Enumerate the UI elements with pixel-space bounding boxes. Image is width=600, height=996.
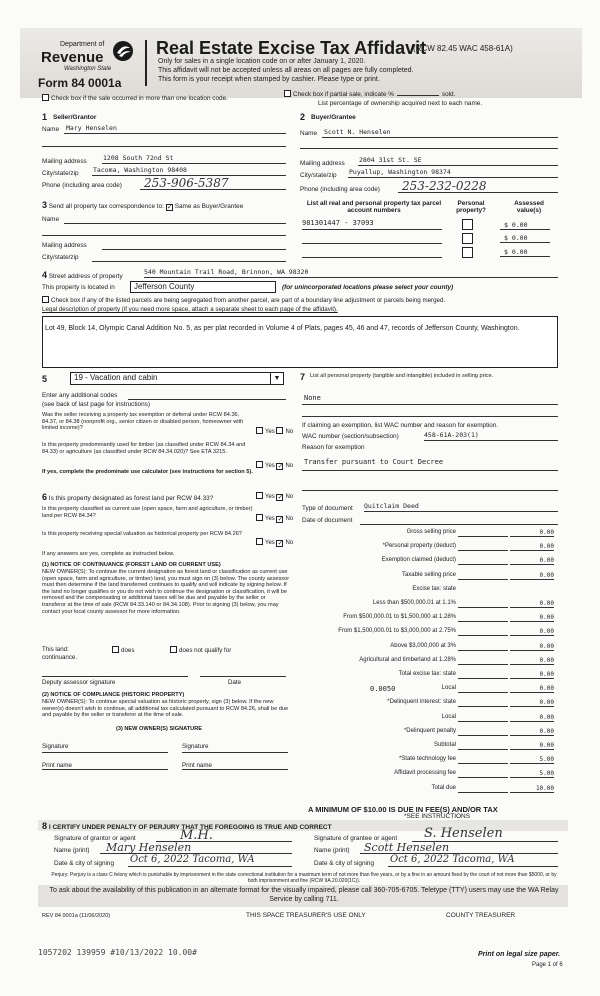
revenue-logo-text: Revenue <box>41 49 104 66</box>
legal-description-box[interactable] <box>42 316 558 368</box>
seller-mail-value: 1208 South 72nd St <box>103 154 174 162</box>
sec4-number: 4 <box>42 270 48 280</box>
assessed-col-header: Assessed value(s) <box>514 200 544 214</box>
buyer-name-label: Name <box>300 130 318 137</box>
personal-line-1 <box>302 404 558 405</box>
grantor-name-label: Name (print) <box>54 847 90 854</box>
fee-row <box>308 543 558 553</box>
addl-codes-label: Enter any additional codes <box>42 392 118 399</box>
page-number: Page 1 of 6 <box>532 962 563 968</box>
fee-label: Local <box>441 713 456 720</box>
parcel-row-1[interactable] <box>302 219 442 230</box>
sec7-number: 7 <box>300 372 306 382</box>
fee-label: From $1,500,000.01 to $3,000,000 at 2.75% <box>338 628 456 635</box>
assessed-value-2: $ 0.00 <box>504 234 528 242</box>
fee-label: Local <box>441 685 456 692</box>
alt-format-text: To ask about the availability of this publication in an alternate format for the visually impaired, please call 360-705-6705. Teletype (TTY) users may use the WA Relay Service by calling 711. <box>49 887 559 903</box>
fee-leader-line <box>458 763 508 764</box>
reason-label: Reason for exemption <box>302 444 365 451</box>
state-name: Washington State <box>64 66 112 72</box>
doc-type-field[interactable] <box>364 502 558 512</box>
fee-value[interactable]: 10.00 <box>510 785 554 793</box>
grantor-name-value: Mary Henselen <box>106 841 192 854</box>
fee-leader-line <box>458 550 508 551</box>
assessed-row-3[interactable] <box>500 248 550 257</box>
sec6-if-any: If any answers are yes, complete as instructed below. <box>42 551 175 557</box>
fee-leader-line <box>458 607 508 608</box>
buyer-name-line2 <box>300 148 558 149</box>
partial-sale-row[interactable] <box>284 90 455 98</box>
sec5-q1-answers[interactable] <box>256 427 293 435</box>
does-not-row[interactable] <box>170 646 231 654</box>
seller-name-line2 <box>42 146 286 147</box>
fee-row <box>308 742 558 752</box>
county-treasurer: COUNTY TREASURER <box>446 912 516 919</box>
fee-leader-line <box>458 777 508 778</box>
sec6-q3: Is this property receiving special valuation as historical property per RCW 84.26? <box>42 531 242 537</box>
fee-row <box>308 586 558 596</box>
sec6-q2-yes-label: Yes <box>265 516 275 522</box>
sec5-q1-yes-label: Yes <box>265 429 275 435</box>
personal-checkbox-1[interactable] <box>462 219 473 230</box>
partial-sale-label: Check box if partial sale, indicate % <box>293 91 394 98</box>
owner-print-label-2: Print name <box>182 762 212 769</box>
deputy-date-label: Date <box>228 679 242 686</box>
assessed-value-1: $ 0.00 <box>504 221 528 229</box>
seller-phone-field[interactable] <box>140 176 286 190</box>
wac-field[interactable] <box>424 431 558 441</box>
see-instructions: *SEE INSTRUCTIONS <box>404 813 471 820</box>
does-not-checkbox[interactable] <box>170 646 177 653</box>
sec5-q2: Is this property predominantly used for timber (as classified under RCW 84.34 and 84.33) or agriculture (as classified under RCW 84.34.020)? See ETA 3215. <box>42 442 246 455</box>
fee-value[interactable]: 0.00 <box>510 728 554 736</box>
assessed-row-2[interactable] <box>500 234 550 243</box>
fee-label: Total due <box>431 784 456 791</box>
seller-mail-label: Mailing address <box>42 158 87 165</box>
fee-leader-line <box>458 692 508 693</box>
owner-print-line-2[interactable] <box>182 769 288 770</box>
fee-value[interactable]: 0.00 <box>510 671 554 679</box>
fee-value[interactable]: 0.00 <box>510 543 554 551</box>
fee-label: *State technology fee <box>398 756 456 763</box>
fee-row <box>308 529 558 539</box>
header-line-2: This affidavit will not be accepted unless all areas on all pages are fully completed. <box>158 67 414 74</box>
does-row[interactable] <box>112 646 134 654</box>
personal-checkbox-2[interactable] <box>462 233 473 244</box>
partial-sold-label: sold. <box>441 91 456 98</box>
grantee-sig-label: Signature of grantee or agent <box>314 835 398 842</box>
reason-line-2 <box>302 490 558 491</box>
seller-phone-value: 253-906-5387 <box>144 176 229 190</box>
buyer-phone-field[interactable] <box>398 179 558 193</box>
fee-leader-line <box>458 706 508 707</box>
grantee-name-field[interactable] <box>360 841 558 854</box>
sec5-q2-no-label: No <box>285 463 294 469</box>
fee-row <box>308 699 558 709</box>
grantee-sig-value: S. Henselen <box>424 826 503 841</box>
personal-col-header: Personal property? <box>456 200 486 214</box>
doc-date-line[interactable] <box>360 524 558 525</box>
this-land-label: This land: <box>42 646 69 653</box>
sec6-q3-yes-label: Yes <box>265 540 275 546</box>
grantee-date-label: Date & city of signing <box>314 860 375 867</box>
does-not-label: does not qualify for <box>179 647 232 654</box>
grantor-name-field[interactable] <box>100 841 292 854</box>
seller-city-field[interactable] <box>92 166 286 176</box>
continuance-label: continuance. <box>42 654 78 661</box>
seller-name-label: Name <box>42 126 60 133</box>
fee-value[interactable]: 0.00 <box>510 557 554 565</box>
minimum-due: A MINIMUM OF $10.00 IS DUE IN FEE(S) AND/OR TAX <box>308 805 498 814</box>
buyer-name-field[interactable] <box>322 128 558 138</box>
grantee-name-value: Scott Henselen <box>364 841 450 854</box>
grantor-sig-field[interactable] <box>156 828 292 842</box>
grantee-name-label: Name (print) <box>314 847 350 854</box>
county-note: (for unincorporated locations please select your county) <box>282 284 454 291</box>
sec5-q2-yes-label: Yes <box>265 463 275 469</box>
multi-location-checkbox[interactable] <box>42 94 49 101</box>
legal-label: Legal description of property (if you need more space, attach a separate sheet to each page of the affidavit). <box>42 306 338 313</box>
sec5-q1-yes-checkbox[interactable] <box>256 427 263 434</box>
fee-value[interactable]: 0.00 <box>510 614 554 622</box>
seller-city-label: City/state/zip <box>42 170 79 177</box>
same-as-buyer-checkbox[interactable]: ✓ <box>166 204 173 211</box>
notice3-title: (3) NEW OWNER(S) SIGNATURE <box>116 726 202 732</box>
sec3-text: Send all property tax correspondence to: <box>48 203 164 210</box>
reason-line-1 <box>302 470 558 471</box>
rcw-reference: (RCW 82.45 WAC 458-61A) <box>413 44 513 53</box>
buyer-city-label: City/state/zip <box>300 172 337 179</box>
fee-row <box>308 557 558 567</box>
fee-leader-line <box>458 536 508 537</box>
fee-leader-line <box>458 635 508 636</box>
grantor-sig-label: Signature of grantor or agent <box>54 835 136 842</box>
owner-sig-label-1: Signature <box>42 743 69 750</box>
personal-checkbox-3[interactable] <box>462 247 473 258</box>
treasurer-only: THIS SPACE TREASURER'S USE ONLY <box>246 912 366 919</box>
personal-line-2 <box>302 416 558 417</box>
grantee-date-value: Oct 6, 2022 Tacoma, WA <box>390 854 515 865</box>
street-label: Street address of property <box>48 273 123 280</box>
buyer-mail-value: 2804 31st St. SE <box>359 156 422 164</box>
fee-value[interactable]: 5.00 <box>510 756 554 764</box>
sec5-number: 5 <box>42 374 48 384</box>
seller-name-value: Mary Henselen <box>66 124 117 132</box>
sec1-title: Seller/Grantor <box>53 114 97 121</box>
fee-label: From $500,000.01 to $1,500,000 at 1.28% <box>343 614 456 621</box>
fee-value[interactable]: 0.00 <box>510 699 554 707</box>
does-checkbox[interactable] <box>112 646 119 653</box>
segregated-row[interactable] <box>42 296 445 304</box>
sec3-city-line[interactable] <box>92 261 286 262</box>
sec7-text: List all personal property (tangible and intangible) included in selling price. <box>310 373 494 379</box>
sec5-q2-answers[interactable] <box>256 461 293 470</box>
sec6-q2-answers[interactable] <box>256 514 293 523</box>
buyer-mail-field[interactable] <box>358 156 558 166</box>
land-use-dropdown-icon[interactable]: ▼ <box>270 373 283 384</box>
multi-location-row[interactable] <box>42 94 228 102</box>
fee-label: Above $3,000,000 at 3% <box>390 642 456 649</box>
fee-label: Exemption claimed (deduct) <box>381 557 456 564</box>
sec4-street-row <box>42 270 123 280</box>
sec6-q1-no-label: No <box>285 494 294 500</box>
sec6-q2-no-label: No <box>285 516 294 522</box>
fee-value[interactable]: 0.00 <box>510 657 554 665</box>
sec2-title: Buyer/Grantee <box>311 114 356 121</box>
legal-paper-note: Print on legal size paper. <box>478 951 561 958</box>
sec6-q2-yes-checkbox[interactable] <box>256 514 263 521</box>
sec5-q1: Was the seller receiving a property tax exemption or deferral under RCW 84.36, 84.37, or 84.38 (nonprofit org., senior citizen or disabled person, homeowner with limited income)? <box>42 412 244 432</box>
parcel-row-3[interactable] <box>302 247 442 258</box>
partial-sale-checkbox[interactable] <box>284 90 291 97</box>
seller-mail-field[interactable] <box>102 154 286 164</box>
notice1-title: (1) NOTICE OF CONTINUANCE (FOREST LAND OR CURRENT USE) <box>42 562 221 568</box>
sec6-q3-yes-checkbox[interactable] <box>256 538 263 545</box>
fee-label: Gross selling price <box>406 529 456 535</box>
sec5-q2b: If yes, complete the predominate use calculator (see instructions for section 5). <box>42 469 253 475</box>
doc-type-value: Quitclaim Deed <box>364 502 419 510</box>
addl-codes-note: (see back of last page for instructions) <box>42 401 150 408</box>
fee-label: Excise tax: state <box>412 585 456 592</box>
sec6-q3-no-checkbox[interactable]: ✓ <box>277 540 284 547</box>
fee-row <box>308 785 558 795</box>
grantor-date-value: Oct 6, 2022 Tacoma, WA <box>130 854 255 865</box>
street-value: 540 Mountain Trail Road, Brinnon, WA 98320 <box>144 268 309 276</box>
fee-leader-line <box>458 678 508 679</box>
fee-label: Total excise tax: state <box>398 671 456 677</box>
sec3-row <box>42 200 243 211</box>
sec6-q1-yes-label: Yes <box>265 494 275 500</box>
fee-label: Less than $500,000.01 at 1.1% <box>372 600 456 606</box>
fee-leader-line <box>458 564 508 565</box>
fee-row <box>308 671 558 681</box>
sec6-q3-no-label: No <box>285 540 294 546</box>
fee-value[interactable]: 0.00 <box>510 742 554 750</box>
sec6-q1-yes-checkbox[interactable] <box>256 492 263 499</box>
segregated-checkbox[interactable] <box>42 296 49 303</box>
sec8-title: I CERTIFY UNDER PENALTY OF PERJURY THAT THE FOREGOING IS TRUE AND CORRECT <box>48 824 332 831</box>
county-value: Jefferson County <box>134 282 195 291</box>
deputy-date-line[interactable] <box>200 676 286 677</box>
sec2-number: 2 <box>300 112 306 122</box>
fee-row <box>308 685 558 695</box>
sec3-mail-line[interactable] <box>102 249 286 250</box>
sec3-city-label: City/state/zip <box>42 254 79 261</box>
fee-value[interactable]: 0.00 <box>510 643 554 651</box>
sec3-number: 3 <box>42 200 48 210</box>
sec8-number: 8 <box>42 821 48 831</box>
fee-row <box>308 657 558 667</box>
located-label: This property is located in <box>42 284 115 291</box>
street-field[interactable] <box>144 268 558 278</box>
rev-number: REV 84 0001a (11/06/2020) <box>42 913 111 919</box>
land-use-value: 19 - Vacation and cabin <box>74 373 158 382</box>
sec3-mail-label: Mailing address <box>42 242 87 249</box>
fee-row <box>308 572 558 582</box>
sec6-q2-no-checkbox[interactable]: ✓ <box>277 516 284 523</box>
form-number: Form 84 0001a <box>38 76 122 90</box>
fee-label: *Delinquent penalty <box>403 727 456 734</box>
fee-leader-line <box>458 735 508 736</box>
sec5-q1-no-label: No <box>285 429 294 435</box>
dor-logo-icon <box>112 40 134 62</box>
sec3-name-line2 <box>42 235 286 236</box>
fee-row <box>308 714 558 724</box>
grantor-sig-value: M.H. <box>180 828 213 843</box>
owner-sig-label-2: Signature <box>182 743 209 750</box>
perjury-text: Perjury: Perjury is a class C felony which is punishable by imprisonment in the state correctional institution for a maximum term of not more than five years, or by a fine in an amount fixed by the court of not more than $5000, or by both imprisonment and fine (RCW 9A.20.020(1C)). <box>51 872 557 884</box>
wac-value: 458-61A-203(1) <box>424 431 479 439</box>
owner-sig-line-2[interactable] <box>182 752 288 753</box>
fee-value[interactable]: 0.00 <box>510 600 554 608</box>
fee-row <box>308 770 558 780</box>
fee-leader-line <box>458 650 508 651</box>
doc-date-label: Date of document <box>302 517 353 524</box>
ownership-note: List percentage of ownership acquired next to each name. <box>318 100 483 107</box>
grantee-date-field[interactable] <box>388 854 558 867</box>
fee-label: *Personal property (deduct) <box>382 543 456 550</box>
fee-leader-line <box>458 621 508 622</box>
notice1-text: NEW OWNER(S): To continue the current designation as forest land or classification as current use (open space, farm and agriculture, or timber) land, you must sign on (3) below. The county assessor must then determine if the land transferred continues to qualify and will indicate by signing below. If the land no longer qualifies or you do not wish to continue the designation or classification, it will be removed and the compensating or additional taxes will be due and payable by the seller or transferor at the time of sale (RCW 84.33.140 or 84.34.108). Prior to signing (3) below, you may contact your local county assessor for more information. <box>42 569 290 615</box>
buyer-phone-label: Phone (including area code) <box>300 186 380 193</box>
notice2-title: (2) NOTICE OF COMPLIANCE (HISTORIC PROPERTY) <box>42 692 185 698</box>
assessed-row-1[interactable] <box>500 221 550 230</box>
owner-print-line-1[interactable] <box>42 769 168 770</box>
header-divider <box>145 40 147 86</box>
sec5-q2-yes-checkbox[interactable] <box>256 461 263 468</box>
fee-leader-line <box>458 579 508 580</box>
fee-row <box>308 614 558 624</box>
wac-label: WAC number (section/subsection) <box>302 433 399 440</box>
notice2-text: NEW OWNER(S): To continue special valuation as historic property, sign (3) below. If the new owner(s) doesn't wish to continue, all additional tax calculated pursuant to RCW 84.26, shall be due and payable by the seller or transferor at the time of sale. <box>42 699 289 719</box>
form-title: Real Estate Excise Tax Affidavit <box>156 38 427 58</box>
fee-label: *Delinquent interest: state <box>387 699 456 706</box>
sec6-q2: Is this property classified as current use (open space, farm and agriculture, or timber) land per RCW 84.34? <box>42 506 253 519</box>
fee-leader-line <box>458 664 508 665</box>
fee-value[interactable]: 0.00 <box>510 714 554 722</box>
multi-location-label: Check box if the sale occurred in more than one location code. <box>51 95 228 102</box>
personal-property-value[interactable]: None <box>304 394 321 402</box>
sec5-q2-no-checkbox[interactable]: ✓ <box>277 463 284 470</box>
land-use-select[interactable] <box>70 372 284 385</box>
dept-of: Department of <box>60 41 105 48</box>
segregated-label: Check box if any of the listed parcels are being segregated from another parcel, are part of a boundary line adjustment or parcels being merged. <box>51 297 446 304</box>
sec6-q1-answers[interactable] <box>256 492 293 501</box>
seller-name-field[interactable] <box>64 124 286 134</box>
sec6-q1-row <box>42 492 213 502</box>
county-select[interactable] <box>130 281 276 293</box>
buyer-name-value: Scott N. Henselen <box>324 128 391 136</box>
cashier-stamp: 1057202 139959 #10/13/2022 10.00# <box>38 948 197 957</box>
fee-label: Subtotal <box>433 742 456 748</box>
sec3-name-line[interactable] <box>64 223 286 224</box>
same-as-buyer-label: Same as Buyer/Grantee <box>174 203 244 210</box>
fee-label: Agricultural and timberland at 1.28% <box>359 656 456 663</box>
header-line-1: Only for sales in a single location code on or after January 1, 2020. <box>158 58 366 65</box>
fee-row <box>308 756 558 766</box>
buyer-city-value: Puyallup, Washington 98374 <box>349 168 451 176</box>
fee-value[interactable]: 0.00 <box>510 628 554 636</box>
buyer-phone-value: 253-232-0228 <box>402 179 487 193</box>
does-label: does <box>121 647 135 654</box>
deputy-sig-label: Deputy assessor signature <box>42 679 116 686</box>
sec3-name-label: Name <box>42 216 60 223</box>
fee-row <box>308 628 558 638</box>
grantor-date-label: Date & city of signing <box>54 860 115 867</box>
fee-value[interactable]: 5.00 <box>510 770 554 778</box>
local-rate-value[interactable]: 0.0050 <box>370 685 396 694</box>
buyer-city-field[interactable] <box>348 168 558 178</box>
reason-value[interactable]: Transfer pursuant to Court Decree <box>304 458 444 466</box>
sec6-number: 6 <box>42 492 48 502</box>
seller-phone-label: Phone (including area code) <box>42 182 122 189</box>
addl-codes-line[interactable] <box>128 399 286 400</box>
sec6-q3-answers[interactable] <box>256 538 293 547</box>
sec6-q1: Is this property designated as forest land per RCW 84.33? <box>48 495 214 502</box>
fee-value[interactable]: 0.00 <box>510 685 554 693</box>
parcel-number-1: 981301447 - 37093 <box>302 219 374 227</box>
fee-row <box>308 728 558 738</box>
fee-label: Affidavit processing fee <box>394 770 456 777</box>
fee-label: Taxable selling price <box>401 571 456 578</box>
fee-value[interactable]: 0.00 <box>510 572 554 580</box>
header-line-3: This form is your receipt when stamped by cashier. Please type or print. <box>158 76 380 83</box>
fee-value[interactable]: 0.00 <box>510 529 554 537</box>
exempt-note: If claiming an exemption, list WAC number and reason for exemption. <box>302 422 499 429</box>
fee-row <box>308 600 558 610</box>
legal-description-value: Lot 49, Block 14, Olympic Canal Addition No. 5, as per plat recorded in Volume 4 of Plats, pages 45, 46 and 47, records of Jefferson County, Washington. <box>45 325 520 332</box>
doc-type-label: Type of document <box>302 505 353 512</box>
fee-leader-line <box>458 792 508 793</box>
grantee-sig-field[interactable] <box>412 826 558 842</box>
buyer-mail-label: Mailing address <box>300 160 345 167</box>
fee-leader-line <box>458 749 508 750</box>
sec5-q1-no-checkbox[interactable] <box>276 427 283 434</box>
deputy-sig-line[interactable] <box>42 676 188 677</box>
owner-sig-line-1[interactable] <box>42 752 168 753</box>
grantor-date-field[interactable] <box>128 854 292 867</box>
fee-row <box>308 643 558 653</box>
assessed-value-3: $ 0.00 <box>504 248 528 256</box>
parcel-col-header: List all real and personal property tax parcel account numbers <box>306 200 442 214</box>
sec1-number: 1 <box>42 112 48 122</box>
fee-leader-line <box>458 721 508 722</box>
sec6-q1-no-checkbox[interactable]: ✓ <box>277 494 284 501</box>
seller-city-value: Tacoma, Washington 98408 <box>93 166 187 174</box>
owner-print-label-1: Print name <box>42 762 72 769</box>
parcel-row-2[interactable] <box>302 233 442 244</box>
